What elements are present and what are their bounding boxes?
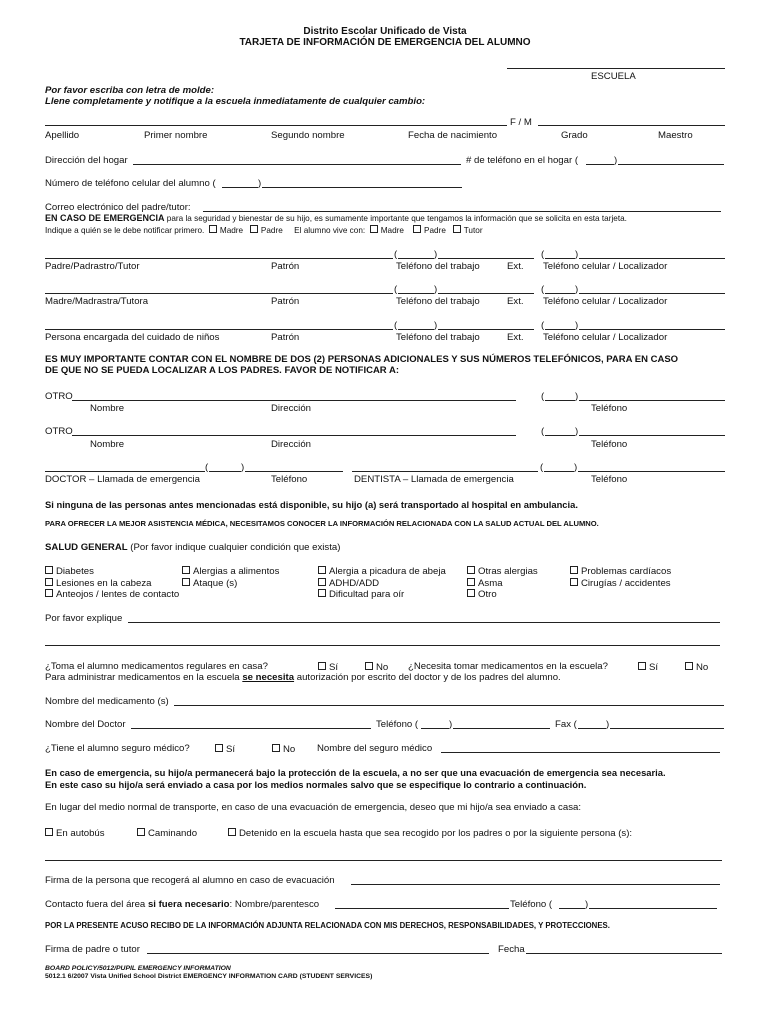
cell-phone-field[interactable] (262, 187, 462, 188)
other-contacts-notice2: DE QUE NO SE PUEDA LOCALIZAR A LOS PADRES. FAVOR DE NOTIFICAR A: (45, 365, 399, 376)
health-title: SALUD GENERAL (Por favor indique cualquier condición que exista) (45, 542, 341, 553)
cond-food-allergy[interactable]: Alergias a alimentos (182, 566, 279, 577)
doctor-phone-area[interactable] (209, 471, 241, 472)
lives-tutor-checkbox[interactable] (453, 225, 461, 233)
parent-row-2-work-label: Teléfono del trabajo (396, 332, 480, 343)
other2-phone-area[interactable] (545, 435, 575, 436)
cond-other[interactable]: Otro (467, 589, 497, 600)
instruction-line2: Llene completamente y notifique a la escuela inmediatamente de cualquier cambio: (45, 96, 426, 107)
other1-phone-label: Teléfono (591, 403, 628, 414)
lives-father-checkbox[interactable] (413, 225, 421, 233)
doctor-phone-label: Teléfono (271, 474, 308, 485)
cond-surgery[interactable]: Cirugías / accidentes (570, 578, 671, 589)
fax-field[interactable] (610, 728, 724, 729)
parent-row-2-cell-open: ( (541, 320, 545, 331)
last-name-label: Apellido (45, 130, 80, 141)
address-field[interactable] (133, 164, 461, 165)
parent-row-1-work-area[interactable] (398, 293, 434, 294)
email-label: Correo electrónico del padre/tutor: (45, 202, 191, 213)
asthma-checkbox[interactable] (467, 578, 475, 586)
teacher-label: Maestro (658, 130, 693, 141)
evac-person-field[interactable] (45, 860, 722, 861)
home-phone-area[interactable] (586, 164, 614, 165)
other2-name-label: Nombre (90, 439, 125, 450)
parent-row-0-cell-label: Teléfono celular / Localizador (543, 261, 668, 272)
contact-phone-area[interactable] (559, 908, 585, 909)
parent-row-0-work-label: Teléfono del trabajo (396, 261, 480, 272)
doctor-phone-area2[interactable] (421, 728, 449, 729)
head-injury-checkbox[interactable] (45, 578, 53, 586)
cond-diabetes[interactable]: Diabetes (45, 566, 94, 577)
other-allergy-checkbox[interactable] (467, 566, 475, 574)
parent-row-1-cell-label: Teléfono celular / Localizador (543, 296, 668, 307)
first-name-label: Primer nombre (144, 130, 208, 141)
other2-label: OTRO (45, 426, 73, 437)
cond-heart[interactable]: Problemas cardíacos (570, 566, 671, 577)
regular-med-yes[interactable]: Sí (318, 662, 338, 673)
explain-label: Por favor explique (45, 613, 123, 624)
contact-phone-field[interactable] (589, 908, 717, 909)
parent-row-0-cell-field[interactable] (579, 258, 725, 259)
food-allergy-checkbox[interactable] (182, 566, 190, 574)
parent-row-0-cell-area[interactable] (545, 258, 575, 259)
parent-row-0-paren-open: ( (394, 249, 398, 260)
explain-field-2[interactable] (45, 645, 720, 646)
insurance-name-field[interactable] (441, 752, 720, 753)
middle-name-label: Segundo nombre (271, 130, 345, 141)
other1-label: OTRO (45, 391, 73, 402)
parent-row-0-label: Padre/Padrastro/Tutor (45, 261, 140, 272)
dentist-label: DENTISTA – Llamada de emergencia (354, 474, 514, 485)
diabetes-checkbox[interactable] (45, 566, 53, 574)
contact-label: Contacto fuera del área si fuera necesario: Nombre/parentesco (45, 899, 320, 910)
fax-label: Fax ( (555, 719, 577, 730)
parent-row-2-paren-open: ( (394, 320, 398, 331)
regular-med-no[interactable]: No (365, 662, 388, 673)
notify-mother-checkbox[interactable] (209, 225, 217, 233)
medical-info-notice: PARA OFRECER LA MEJOR ASISTENCIA MÉDICA, NECESITAMOS CONOCER LA INFORMACIÓN RELACIONADA CON LA SALUD ACTUAL DEL ALUMNO. (45, 519, 599, 528)
med-name-field[interactable] (174, 705, 724, 706)
parent-row-1-paren-close: ) (434, 284, 438, 295)
grade-label: Grado (561, 130, 588, 141)
bee-allergy-checkbox[interactable] (318, 566, 326, 574)
other-contacts-notice: ES MUY IMPORTANTE CONTAR CON EL NOMBRE DE DOS (2) PERSONAS ADICIONALES Y SUS NÚMEROS TELEFÓNICOS, PARA EN CASO (45, 354, 679, 365)
parent-row-1-label: Madre/Madrastra/Tutora (45, 296, 149, 307)
school-med-yes[interactable]: Sí (638, 662, 658, 673)
med-auth-notice: Para administrar medicamentos en la escuela se necesita autorización por escrito del doctor y de los padres del alumno. (45, 672, 561, 683)
parent-row-1-cell-area[interactable] (545, 293, 575, 294)
regular-med-q: ¿Toma el alumno medicamentos regulares en casa? (45, 661, 268, 672)
doctor-phone-field[interactable] (245, 471, 343, 472)
date-label: Fecha (498, 944, 525, 955)
dentist-phone-field[interactable] (578, 471, 725, 472)
parent-row-0-ext-label: Ext. (507, 261, 524, 272)
school-med-no[interactable]: No (685, 662, 708, 673)
evac-detained-checkbox[interactable] (228, 828, 236, 836)
footer-line2: 5012.1 6/2007 Vista Unified School District EMERGENCY INFORMATION CARD (STUDENT SERVICES) (45, 973, 373, 980)
regular-med-yes-checkbox[interactable] (318, 662, 326, 670)
lives-mother-checkbox[interactable] (370, 225, 378, 233)
other1-phone-area[interactable] (545, 400, 575, 401)
email-field[interactable] (203, 211, 721, 212)
notify-father-checkbox[interactable] (250, 225, 258, 233)
parent-row-0-employer-label: Patrón (271, 261, 300, 272)
evac-walking[interactable]: Caminando (137, 828, 197, 839)
evac-signature-field[interactable] (351, 884, 720, 885)
parent-row-2-employer-label: Patrón (271, 332, 300, 343)
parent-signature-label: Firma de padre o tutor (45, 944, 140, 955)
dentist-field[interactable] (352, 471, 538, 472)
student-name-field[interactable] (45, 125, 507, 126)
parent-row-1-cell-open: ( (541, 284, 545, 295)
acknowledge-text: POR LA PRESENTE ACUSO RECIBO DE LA INFORMACIÓN ADJUNTA RELACIONADA CON MIS DERECHOS, RESPONSABILIDADES, Y PROTECCIONES. (45, 921, 610, 930)
parent-row-2-cell-field[interactable] (579, 329, 725, 330)
seizure-checkbox[interactable] (182, 578, 190, 586)
insurance-q: ¿Tiene el alumno seguro médico? (45, 743, 190, 754)
address-label: Dirección del hogar (45, 155, 128, 166)
footer-line1: BOARD POLICY/5012/PUPIL EMERGENCY INFORMATION (45, 965, 231, 972)
parent-row-0-work-area[interactable] (398, 258, 434, 259)
school-med-no-checkbox[interactable] (685, 662, 693, 670)
dentist-phone-area[interactable] (544, 471, 574, 472)
parent-row-1-cell-close: ) (575, 284, 579, 295)
parent-row-0-cell-close: ) (575, 249, 579, 260)
parent-row-2-paren-close: ) (434, 320, 438, 331)
parent-row-0-work-field[interactable] (438, 258, 534, 259)
cond-adhd[interactable]: ADHD/ADD (318, 578, 379, 589)
doctor-phone-field2[interactable] (453, 728, 550, 729)
parent-row-1-name-field[interactable] (45, 293, 393, 294)
cond-hearing[interactable]: Dificultad para oír (318, 589, 404, 600)
evacuation-notice1: En caso de emergencia, su hijo/a permanecerá bajo la protección de la escuela, a no ser que una evacuación de emergencia sea necesaria. (45, 767, 666, 778)
parent-row-1-work-label: Teléfono del trabajo (396, 296, 480, 307)
parent-row-1-ext-label: Ext. (507, 296, 524, 307)
notify-row: Indique a quién se le debe notificar primero. Madre Padre El alumno vive con: Madre Padre Tutor (45, 226, 483, 235)
parent-row-2-work-area[interactable] (398, 329, 434, 330)
school-label: ESCUELA (591, 71, 636, 82)
parent-row-0-paren-close: ) (434, 249, 438, 260)
fax-area[interactable] (578, 728, 606, 729)
adhd-checkbox[interactable] (318, 578, 326, 586)
school-med-q: ¿Necesita tomar medicamentos en la escuela? (408, 661, 608, 672)
parent-row-1-cell-field[interactable] (579, 293, 725, 294)
insurance-yes-checkbox[interactable] (215, 744, 223, 752)
cond-bee-allergy[interactable]: Alergia a picadura de abeja (318, 566, 446, 577)
other2-address-label: Dirección (271, 439, 311, 450)
insurance-name-label: Nombre del seguro médico (317, 743, 433, 754)
emergency-heading: EN CASO DE EMERGENCIA para la seguridad y bienestar de su hijo, es sumamente importante que tengamos la información que se solicita en esta tarjeta. (45, 213, 627, 223)
contact-phone-label: Teléfono ( (510, 899, 553, 910)
instruction-line1: Por favor escriba con letra de molde: (45, 85, 215, 96)
evacuation-instead: En lugar del medio normal de transporte, en caso de una evacuación de emergencia, deseo que mi hijo/a sea enviado a casa: (45, 802, 581, 813)
dentist-phone-label: Teléfono (591, 474, 628, 485)
parent-row-0-cell-open: ( (541, 249, 545, 260)
evacuation-notice2: En este caso su hijo/a será enviado a casa por los medios normales salvo que se especifique lo contrario a continuación. (45, 779, 587, 790)
cond-other-allergy[interactable]: Otras alergias (467, 566, 538, 577)
parent-row-1-paren-open: ( (394, 284, 398, 295)
district-name: Distrito Escolar Unificado de Vista (303, 26, 467, 37)
cond-glasses[interactable]: Anteojos / lentes de contacto (45, 589, 179, 600)
evac-bus-checkbox[interactable] (45, 828, 53, 836)
parent-row-0-name-field[interactable] (45, 258, 393, 259)
form-title: TARJETA DE INFORMACIÓN DE EMERGENCIA DEL ALUMNO (239, 37, 531, 48)
other1-address-label: Dirección (271, 403, 311, 414)
regular-med-no-checkbox[interactable] (365, 662, 373, 670)
school-field[interactable] (507, 68, 725, 69)
other1-field[interactable] (72, 400, 516, 401)
other2-phone-field[interactable] (579, 435, 725, 436)
surgery-checkbox[interactable] (570, 578, 578, 586)
parent-row-1-work-field[interactable] (438, 293, 534, 294)
hearing-checkbox[interactable] (318, 589, 326, 597)
other1-name-label: Nombre (90, 403, 125, 414)
evac-bus[interactable]: En autobús (45, 828, 105, 839)
other-checkbox[interactable] (467, 589, 475, 597)
cond-seizure[interactable]: Ataque (s) (182, 578, 237, 589)
parent-row-2-cell-area[interactable] (545, 329, 575, 330)
sex-label: F / M (510, 117, 532, 128)
cond-head-injury[interactable]: Lesiones en la cabeza (45, 578, 151, 589)
insurance-no-checkbox[interactable] (272, 744, 280, 752)
date-field[interactable] (526, 953, 722, 954)
other2-field[interactable] (72, 435, 516, 436)
other2-phone-label: Teléfono (591, 439, 628, 450)
parent-row-2-work-field[interactable] (438, 329, 534, 330)
parent-signature-field[interactable] (147, 953, 489, 954)
parent-row-2-cell-close: ) (575, 320, 579, 331)
evac-signature-label: Firma de la persona que recogerá al alumno en caso de evacuación (45, 875, 335, 886)
parent-row-2-label: Persona encargada del cuidado de niños (45, 332, 220, 343)
heart-checkbox[interactable] (570, 566, 578, 574)
home-phone-field[interactable] (618, 164, 724, 165)
parent-row-2-name-field[interactable] (45, 329, 393, 330)
parent-row-2-ext-label: Ext. (507, 332, 524, 343)
parent-row-2-cell-label: Teléfono celular / Localizador (543, 332, 668, 343)
other1-phone-field[interactable] (579, 400, 725, 401)
contact-field[interactable] (335, 908, 509, 909)
doctor-label: DOCTOR – Llamada de emergencia (45, 474, 200, 485)
grade-teacher-field[interactable] (538, 125, 725, 126)
doctor-field[interactable] (45, 471, 205, 472)
med-name-label: Nombre del medicamento (s) (45, 696, 169, 707)
evac-walking-checkbox[interactable] (137, 828, 145, 836)
parent-row-1-employer-label: Patrón (271, 296, 300, 307)
home-phone-label: # de teléfono en el hogar ( (466, 155, 579, 166)
ambulance-notice: Si ninguna de las personas antes mencionadas está disponible, su hijo (a) será transportado al hospital en ambulancia. (45, 499, 578, 510)
glasses-checkbox[interactable] (45, 589, 53, 597)
insurance-no[interactable]: No (272, 744, 295, 755)
school-med-yes-checkbox[interactable] (638, 662, 646, 670)
birthdate-label: Fecha de nacimiento (408, 130, 498, 141)
doctor-name-field[interactable] (131, 728, 371, 729)
doctor-name-label: Nombre del Doctor (45, 719, 126, 730)
cond-asthma[interactable]: Asma (467, 578, 503, 589)
evac-detained[interactable]: Detenido en la escuela hasta que sea recogido por los padres o por la siguiente persona (s): (228, 828, 632, 839)
doctor-phone-label2: Teléfono ( (376, 719, 419, 730)
insurance-yes[interactable]: Sí (215, 744, 235, 755)
cell-phone-area[interactable] (222, 187, 258, 188)
explain-field[interactable] (128, 622, 720, 623)
cell-phone-label: Número de teléfono celular del alumno ( (45, 178, 216, 189)
